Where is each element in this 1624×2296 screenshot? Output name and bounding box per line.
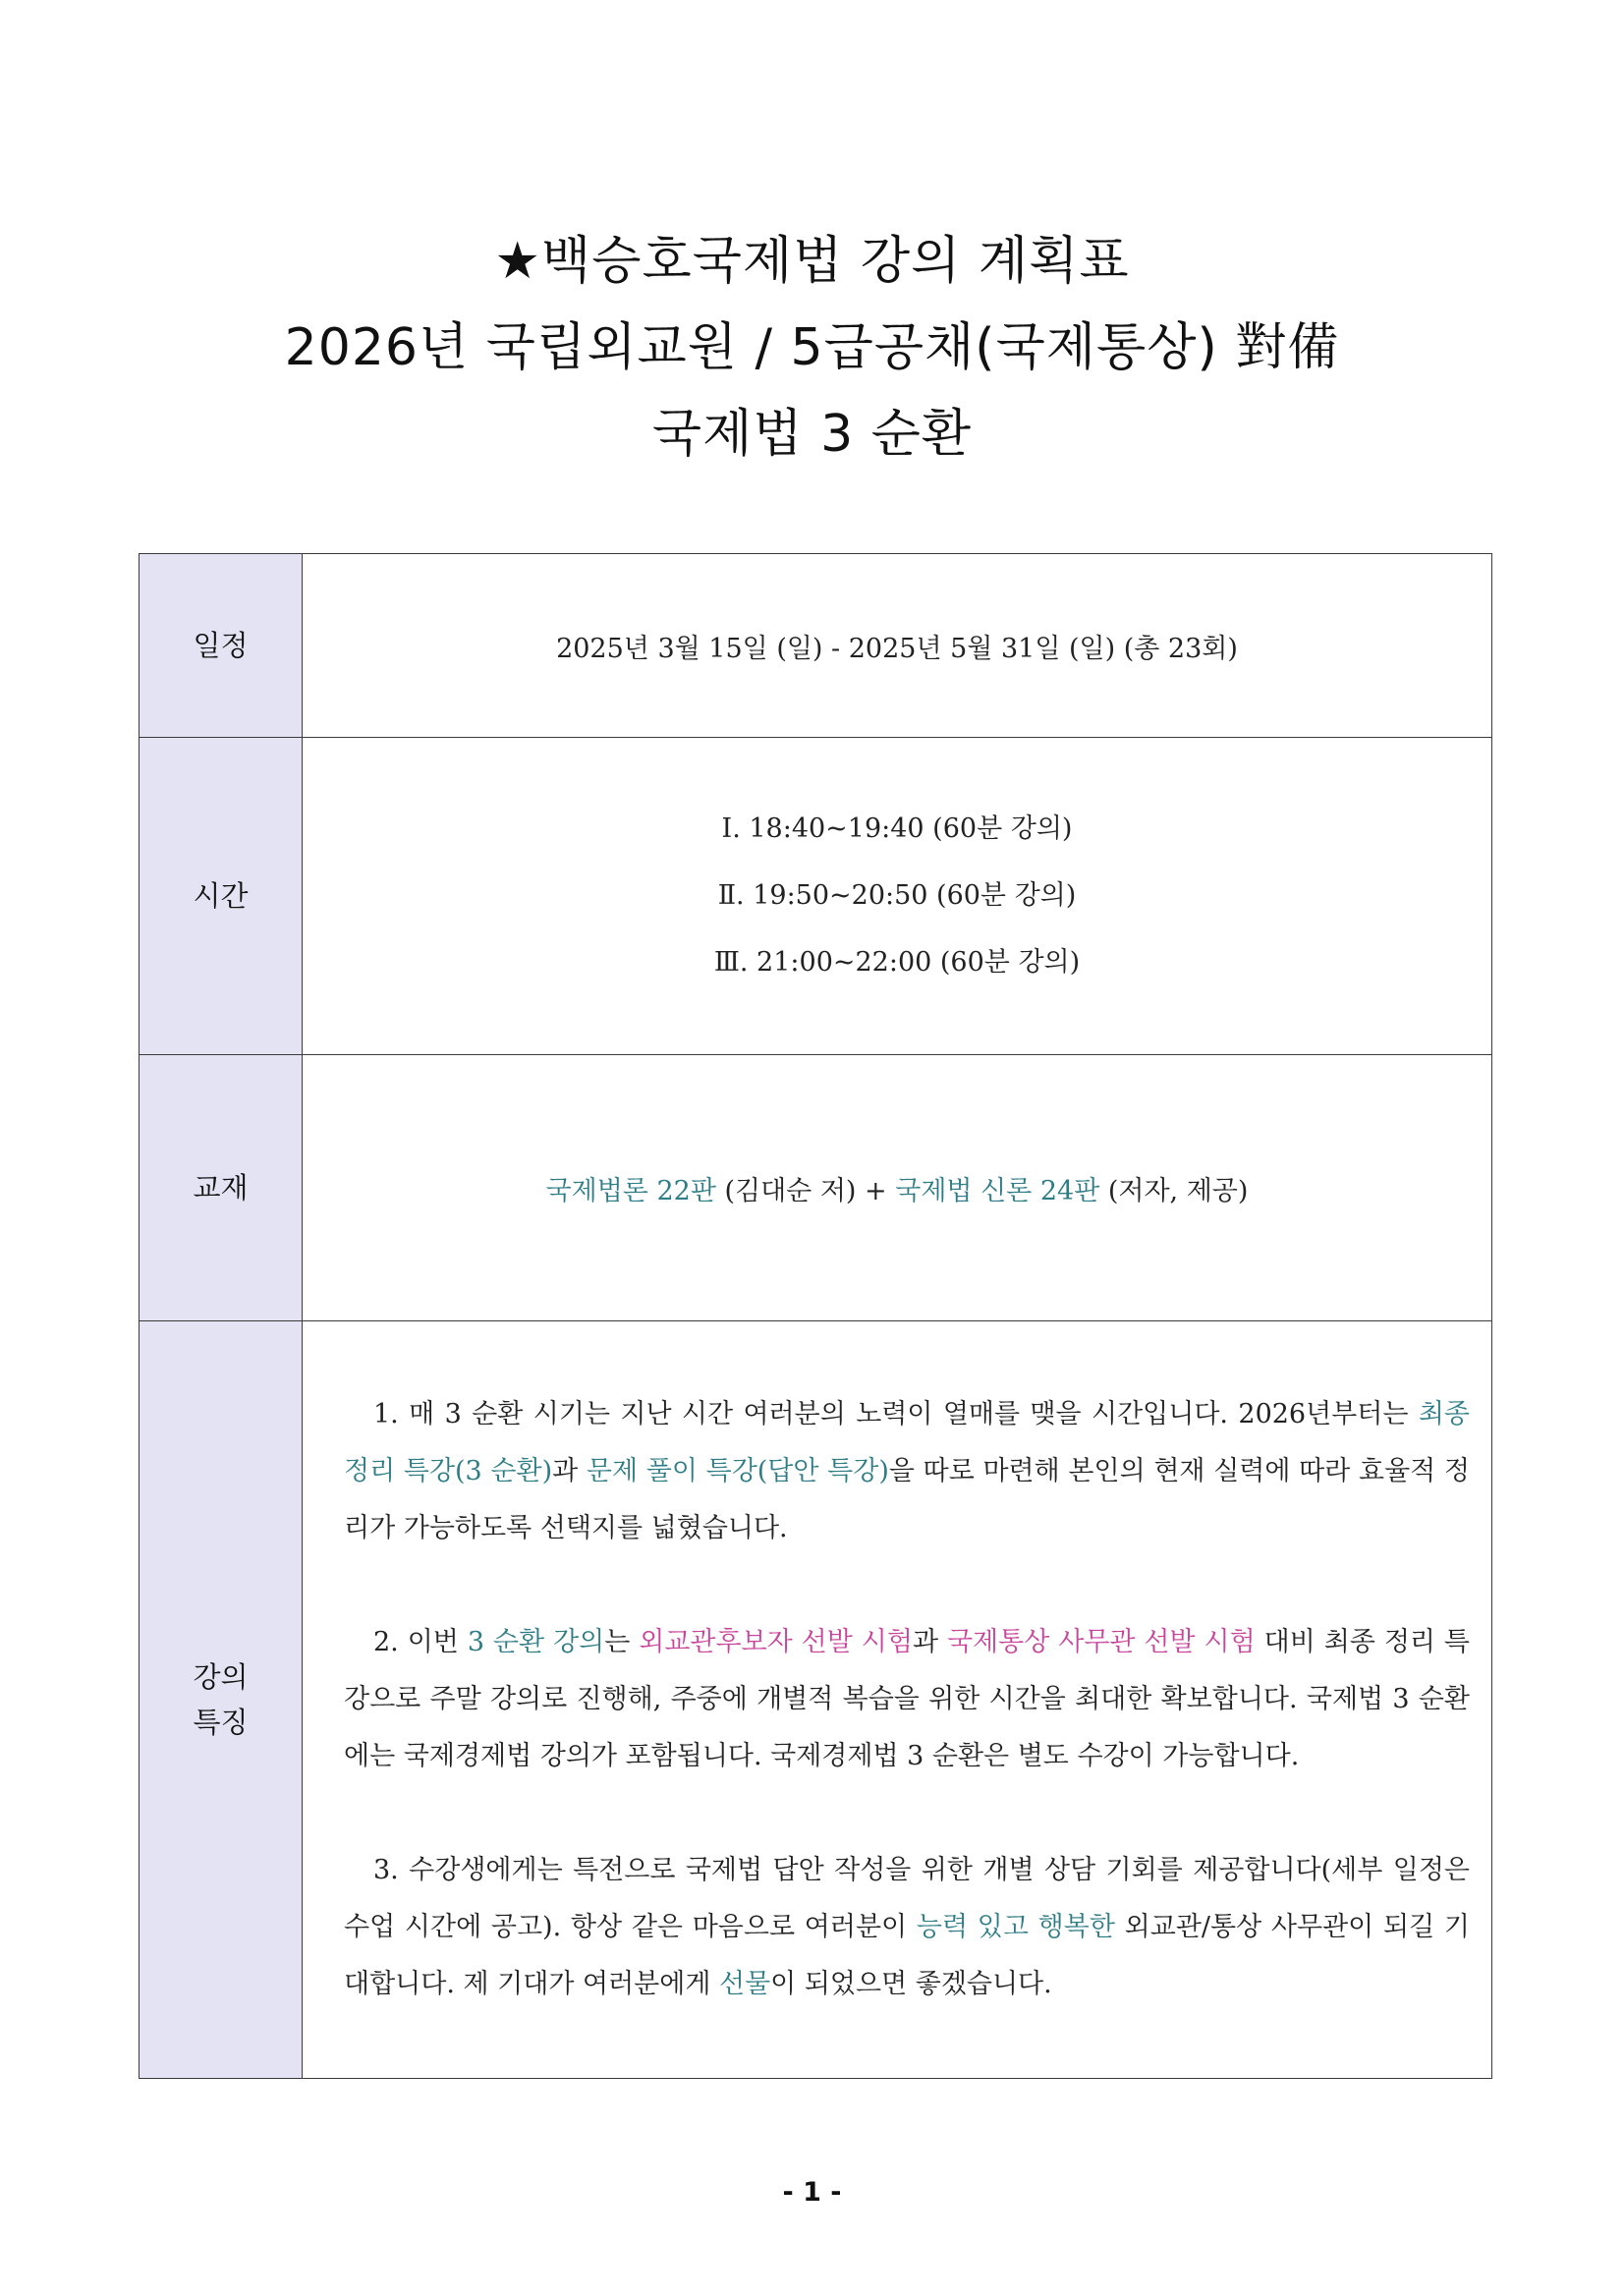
time-slot-1: Ⅰ. 18:40~19:40 (60분 강의): [721, 813, 1073, 844]
title-line-2: 2026년 국립외교원 / 5급공채(국제통상) 對備: [284, 318, 1340, 377]
feature-3-text-c: 이 되었으면 좋겠습니다.: [770, 1969, 1052, 1999]
textbook-1: 국제법론 22판: [545, 1175, 716, 1206]
time-slot-3: Ⅲ. 21:00~22:00 (60분 강의): [713, 947, 1081, 978]
feature-3-text-a: 3. 수강생에게는 특전으로 국제법 답안 작성을 위한 개별 상담 기회를 제공합니다(세부 일정은 수업 시간에 공고). 항상 같은 마음으로 여러분이: [344, 1855, 1470, 1942]
feature-3-highlight-1: 능력 있고 행복한: [916, 1912, 1115, 1942]
feature-1-highlight-1: 최종 정리 특강(3 순환): [344, 1399, 1470, 1486]
feature-paragraph-3: [344, 1842, 1470, 2013]
feature-1-text-a: 1. 매 3 순환 시기는 지난 시간 여러분의 노력이 열매를 맺을 시간입니다. 2026년부터는: [373, 1399, 1419, 1429]
feature-paragraph-2: [344, 1614, 1470, 1785]
feature-2-highlight-2: 외교관후보자 선발 시험: [639, 1627, 913, 1657]
features-content: [303, 1321, 1492, 2079]
feature-1-text-c: 을 따로 마련해 본인의 현재 실력에 따라 효율적 정리가 가능하도록 선택지를 넓혔습니다.: [344, 1456, 1470, 1543]
feature-2-text-d: 대비 최종 정리 특강으로 주말 강의로 진행해, 주중에 개별적 복습을 위한 시간을 최대한 확보합니다. 국제법 3 순환에는 국제경제법 강의가 포함됩니다. 국제경제법 3 순환은 별도 수강이 가능합니다.: [344, 1627, 1471, 1771]
feature-2-highlight-3: 국제통상 사무관 선발 시험: [946, 1627, 1256, 1657]
title-line-1: ★백승호국제법 강의 계획표: [494, 232, 1130, 291]
textbook-2: 국제법 신론 24판: [895, 1175, 1100, 1206]
feature-2-text-b: 는: [604, 1627, 640, 1657]
time-slot-2: Ⅱ. 19:50~20:50 (60분 강의): [717, 880, 1077, 911]
textbook-label: 교재: [140, 1055, 303, 1321]
page-number: - 1 -: [782, 2177, 842, 2208]
schedule-row: [140, 554, 1492, 738]
feature-1-highlight-2: 문제 풀이 특강(답안 특강): [586, 1456, 889, 1486]
features-label-line-2: 특징: [193, 1706, 249, 1739]
features-label-line-1: 강의: [193, 1660, 249, 1694]
textbook-2-note: (저자, 제공): [1099, 1175, 1249, 1206]
title-line-3: 국제법 3 순환: [651, 405, 973, 464]
feature-3-text-b: 외교관/통상 사무관이 되길 기대합니다. 제 기대가 여러분에게: [344, 1912, 1470, 1999]
feature-2-text-a: 2. 이번: [373, 1627, 468, 1657]
feature-2-text-c: 과: [912, 1627, 947, 1657]
time-label: 시간: [140, 738, 303, 1055]
feature-paragraph-1: [344, 1386, 1470, 1557]
feature-3-highlight-2: 선물: [718, 1969, 771, 1999]
feature-1-text-b: 과: [552, 1456, 587, 1486]
features-row: [140, 1321, 1492, 2079]
lecture-plan-table: [139, 553, 1492, 2079]
textbook-value: [303, 1055, 1492, 1321]
time-slots: [303, 738, 1492, 1055]
feature-2-highlight-1: 3 순환 강의: [467, 1627, 605, 1657]
schedule-label: 일정: [140, 554, 303, 738]
textbook-row: [140, 1055, 1492, 1321]
features-label: [140, 1321, 303, 2079]
time-row: [140, 738, 1492, 1055]
schedule-value: 2025년 3월 15일 (일) - 2025년 5월 31일 (일) (총 23회): [303, 554, 1492, 738]
textbook-1-note: (김대순 저) +: [715, 1175, 896, 1206]
document-title: [0, 218, 1624, 477]
